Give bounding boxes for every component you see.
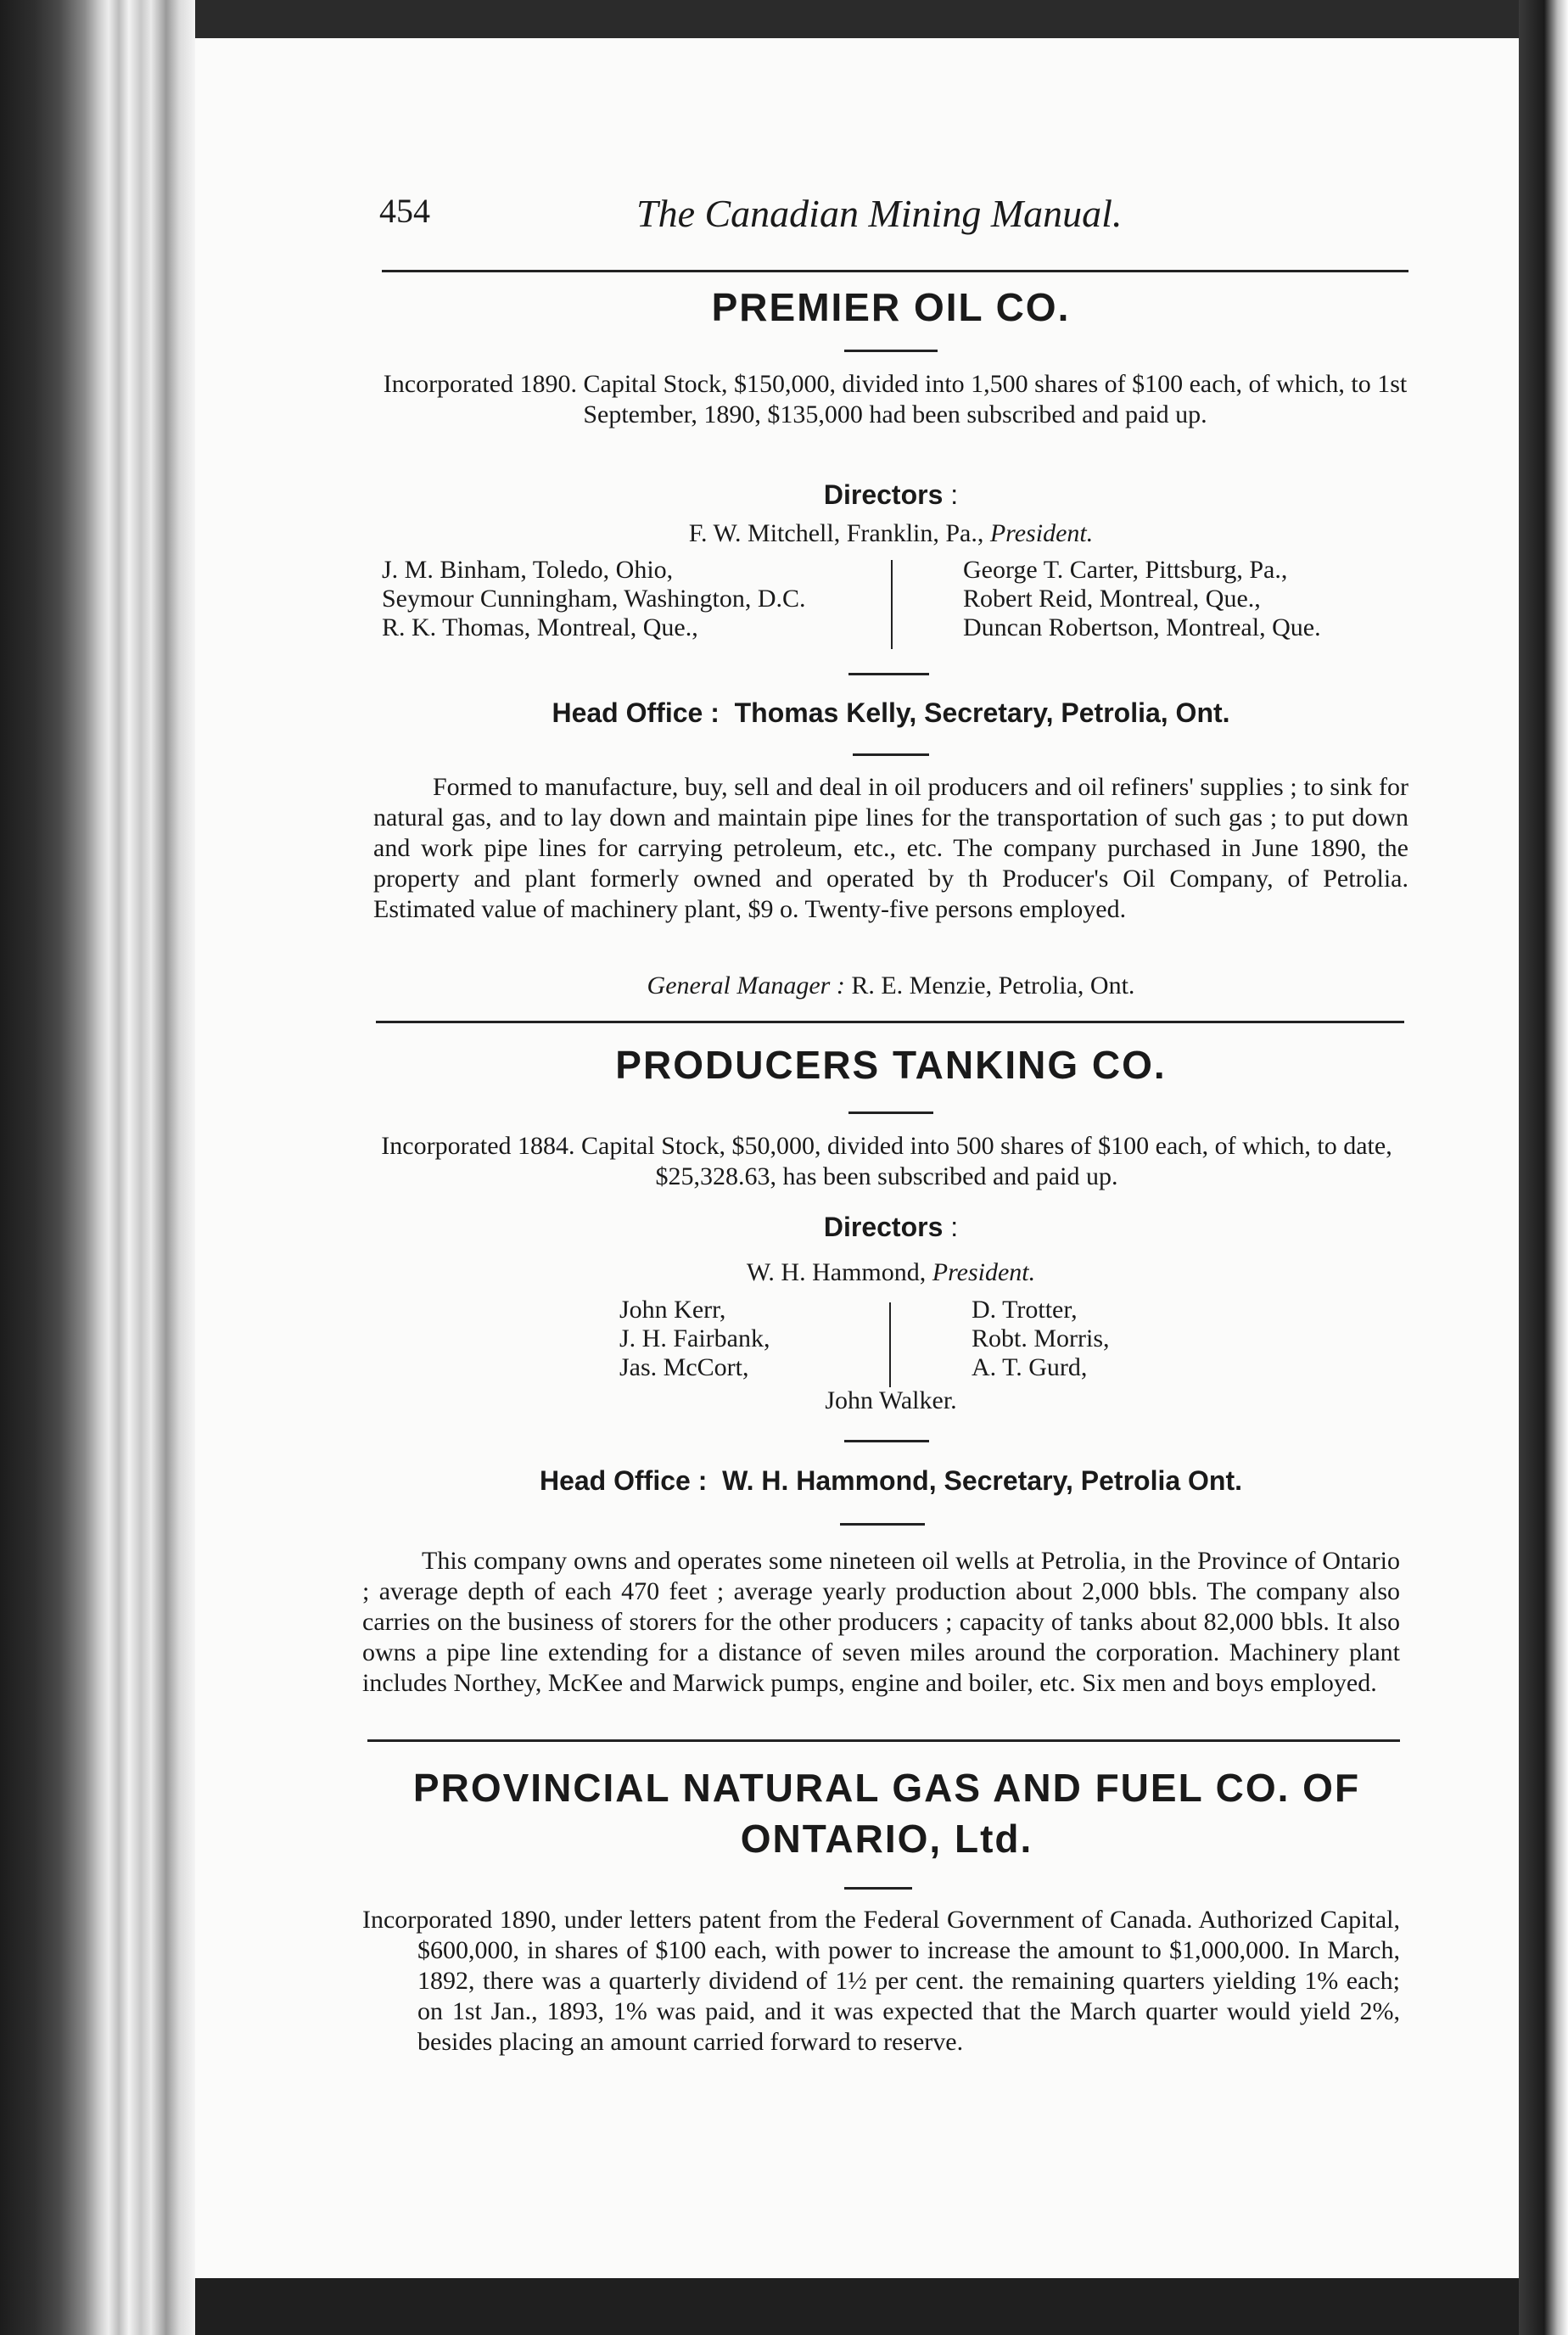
director-name: J. H. Fairbank, xyxy=(619,1324,770,1352)
premier-directors-right xyxy=(963,556,1321,642)
provincial-company-name-line2: ONTARIO, Ltd. xyxy=(740,1817,1033,1861)
divider xyxy=(840,1523,925,1526)
producers-head-office: Head Office : W. H. Hammond, Secretary, Petrolia Ont. xyxy=(539,1465,1243,1496)
director-name: Robert Reid, Montreal, Que., xyxy=(963,585,1261,613)
producers-directors-right xyxy=(972,1296,1110,1382)
director-name: George T. Carter, Pittsburg, Pa., xyxy=(963,556,1288,584)
book-spine-edge xyxy=(0,0,195,2335)
director-name: Duncan Robertson, Montreal, Que. xyxy=(963,613,1321,641)
running-title: The Canadian Mining Manual. xyxy=(636,192,1123,235)
producers-last-director: John Walker. xyxy=(825,1386,957,1414)
divider xyxy=(844,1440,929,1442)
premier-company-name: PREMIER OIL CO. xyxy=(711,285,1071,329)
director-name: Robt. Morris, xyxy=(972,1324,1110,1352)
premier-incorporation: Incorporated 1890. Capital Stock, $150,000, divided into 1,500 shares of $100 each, of which, to 1st September, 1890, $135,000 had been subscribed and paid up. xyxy=(383,370,1408,428)
producers-directors-heading: Directors : xyxy=(823,1212,959,1242)
premier-head-office: Head Office : Thomas Kelly, Secretary, Petrolia, Ont. xyxy=(552,697,1230,728)
page-number: 454 xyxy=(379,192,430,230)
premier-general-manager: General Manager : R. E. Menzie, Petrolia, Ont. xyxy=(647,972,1135,1000)
premier-directors-left xyxy=(382,556,806,642)
producers-company-name: PRODUCERS TANKING CO. xyxy=(615,1043,1167,1087)
book-bottom-edge xyxy=(195,2278,1519,2335)
premier-directors-heading: Directors : xyxy=(823,479,959,510)
director-name: Seymour Cunningham, Washington, D.C. xyxy=(382,585,806,613)
director-name: Jas. McCort, xyxy=(619,1353,749,1381)
producers-description: This company owns and operates some nineteen oil wells at Petrolia, in the Province of Ontario ; average depth of each 470 feet ; average yearly production about 2,000 bbls. The company also carries on the business of storers for the other producers ; capacity of tanks about 82,000 bbls. It also owns a pipe line extending for a distance of seven miles around the corporation. Machinery plant includes Northey, McKee and Marwick pumps, engine and boiler, etc. Six men and boys employed. xyxy=(362,1547,1400,1697)
divider xyxy=(844,1887,912,1890)
premier-president: F. W. Mitchell, Franklin, Pa., President. xyxy=(688,519,1094,547)
producers-directors-left xyxy=(619,1296,770,1382)
producers-president: W. H. Hammond, President. xyxy=(746,1258,1036,1286)
divider xyxy=(848,1112,933,1114)
divider xyxy=(853,753,929,756)
producers-incorporation: Incorporated 1884. Capital Stock, $50,000, divided into 500 shares of $100 each, of which, to date, $25,328.63, has been subscribed and paid up. xyxy=(381,1132,1392,1190)
header-rule xyxy=(382,270,1408,272)
column-divider xyxy=(889,1302,891,1387)
provincial-incorporation: Incorporated 1890, under letters patent from the Federal Government of Canada. Authorized Capital, $600,000, in shares of $100 each, with power to increase the amount to $1,000,000. In March, 1892, there was a quarterly dividend of 1½ per cent. the remaining quarters yielding 1% each; on 1st Jan., 1893, 1% was paid, and it was expected that the March quarter would yield 2%, besides placing an amount carried forward to reserve. xyxy=(362,1906,1400,2056)
director-name: John Kerr, xyxy=(619,1296,726,1324)
divider xyxy=(844,350,938,352)
premier-description: Formed to manufacture, buy, sell and deal in oil producers and oil refiners' supplies ; to sink for natural gas, and to lay down and maintain pipe lines for the transportation of such gas ; to put down and work pipe lines for carrying petroleum, etc., etc. The company purchased in June 1890, the property and plant formerly owned and operated by th Producer's Oil Company, of Petrolia. Estimated value of machinery plant, $9 o. Twenty-five persons employed. xyxy=(373,773,1408,923)
divider xyxy=(848,673,929,675)
section-rule xyxy=(376,1021,1404,1023)
book-right-edge xyxy=(1519,0,1568,2335)
director-name: R. K. Thomas, Montreal, Que., xyxy=(382,613,698,641)
director-name: A. T. Gurd, xyxy=(972,1353,1088,1381)
director-name: D. Trotter, xyxy=(972,1296,1078,1324)
director-name: J. M. Binham, Toledo, Ohio, xyxy=(382,556,674,584)
column-divider xyxy=(891,560,893,649)
section-rule xyxy=(367,1739,1400,1742)
provincial-company-name-line1: PROVINCIAL NATURAL GAS AND FUEL CO. OF xyxy=(412,1766,1361,1810)
